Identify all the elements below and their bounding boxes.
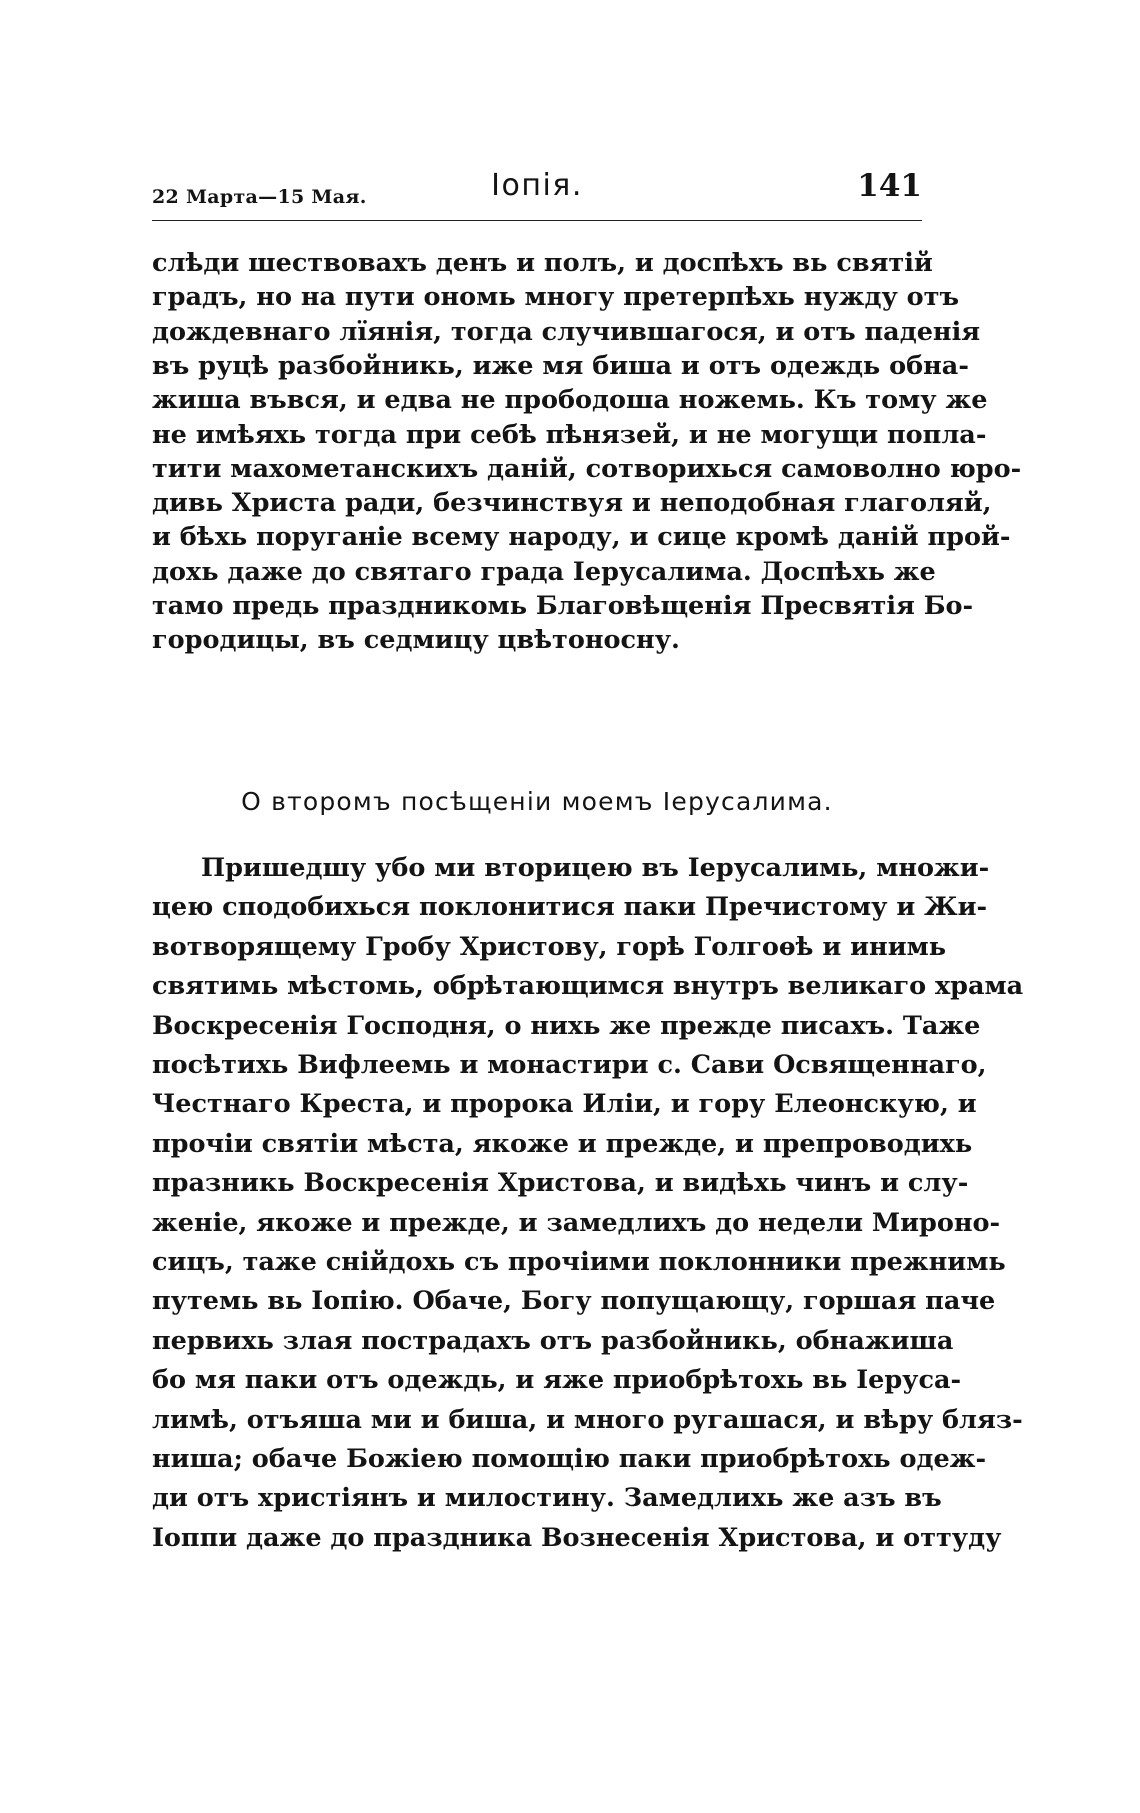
text-line: посѣтихь Вифлеемь и монастири с. Сави Освященнаго, bbox=[152, 1050, 987, 1080]
text-line: вотворящему Гробу Христову, горѣ Голгоѳѣ и инимь bbox=[152, 931, 947, 962]
header-rule bbox=[152, 220, 922, 221]
text-line: Іоппи даже до праздника Вознесенія Христова, и оттуду bbox=[152, 1522, 1002, 1553]
text-line: и бѣхь поруганіе всему народу, и сице кромѣ даній прой- bbox=[152, 522, 1011, 553]
text-line: празникь Воскресенія Христова, и видѣхь чинъ и слу- bbox=[152, 1168, 969, 1199]
text-line: дождевнаго лїянія, тогда случившагося, и отъ паденія bbox=[152, 316, 981, 347]
header-date-range: 22 Марта—15 Мая. bbox=[152, 186, 367, 208]
text-line: ди отъ христіянъ и милостину. Замедлихь же азъ въ bbox=[152, 1483, 942, 1514]
text-line: женіе, якоже и прежде, и замедлихъ до недели Мироно- bbox=[152, 1207, 1001, 1238]
running-header bbox=[152, 158, 922, 214]
text-line: лимѣ, отъяша ми и биша, и много ругашася, и вѣру бляз- bbox=[152, 1404, 1023, 1435]
header-title: Іопія. bbox=[491, 168, 583, 203]
text-line: городицы, въ седмицу цвѣтоносну. bbox=[152, 625, 680, 656]
text-line: Воскресенія Господня, о нихь же прежде писахъ. Таже bbox=[152, 1010, 981, 1041]
text-line: Пришедшу убо ми вторицею въ Іерусалимь, множи- bbox=[201, 853, 990, 883]
text-line: слѣди шествовахъ денъ и полъ, и доспѣхъ вь святій bbox=[152, 248, 933, 278]
text-line: тамо предь праздникомь Благовѣщенія Пресвятія Бо- bbox=[152, 591, 974, 621]
text-line: жиша въвся, и едва не прободоша ножемь. Къ тому же bbox=[152, 385, 988, 416]
text-line: сицъ, таже снійдохь съ прочіими поклонники прежнимь bbox=[152, 1247, 1006, 1277]
text-line: тити махометанскихъ даній, сотворихься самоволно юро- bbox=[152, 453, 1022, 484]
text-line: Честнаго Креста, и пророка Иліи, и гору Елеонскую, и bbox=[152, 1089, 977, 1120]
text-line: дохь даже до святаго града Іерусалима. Доспѣхь же bbox=[152, 556, 936, 587]
text-line: не имѣяхь тогда при себѣ пѣнязей, и не могущи попла- bbox=[152, 419, 987, 450]
section-title: О второмъ посѣщеніи моемъ Іерусалима. bbox=[241, 787, 833, 816]
text-line: путемь вь Іопію. Обаче, Богу попущающу, горшая паче bbox=[152, 1286, 996, 1317]
text-line: святимь мѣстомь, обрѣтающимся внутръ великаго храма bbox=[152, 971, 1024, 1002]
text-line: первихь злая пострадахъ отъ разбойникь, обнажиша bbox=[152, 1325, 954, 1356]
page-number: 141 bbox=[857, 168, 922, 204]
text-line: ниша; обаче Божіею помощію паки приобрѣтохь одеж- bbox=[152, 1444, 987, 1474]
text-line: дивь Христа ради, безчинствуя и неподобная глаголяй, bbox=[152, 488, 992, 519]
text-line: градъ, но на пути ономь многу претерпѣхь нужду отъ bbox=[152, 282, 960, 313]
text-line: прочіи святіи мѣста, якоже и прежде, и препроводихь bbox=[152, 1128, 973, 1159]
text-line: въ руцѣ разбойникь, иже мя биша и отъ одеждь обна- bbox=[152, 350, 969, 381]
text-line: цею сподобихься поклонитися паки Пречистому и Жи- bbox=[152, 892, 988, 923]
text-line: бо мя паки отъ одеждь, и яже приобрѣтохь вь Іеруса- bbox=[152, 1365, 962, 1396]
